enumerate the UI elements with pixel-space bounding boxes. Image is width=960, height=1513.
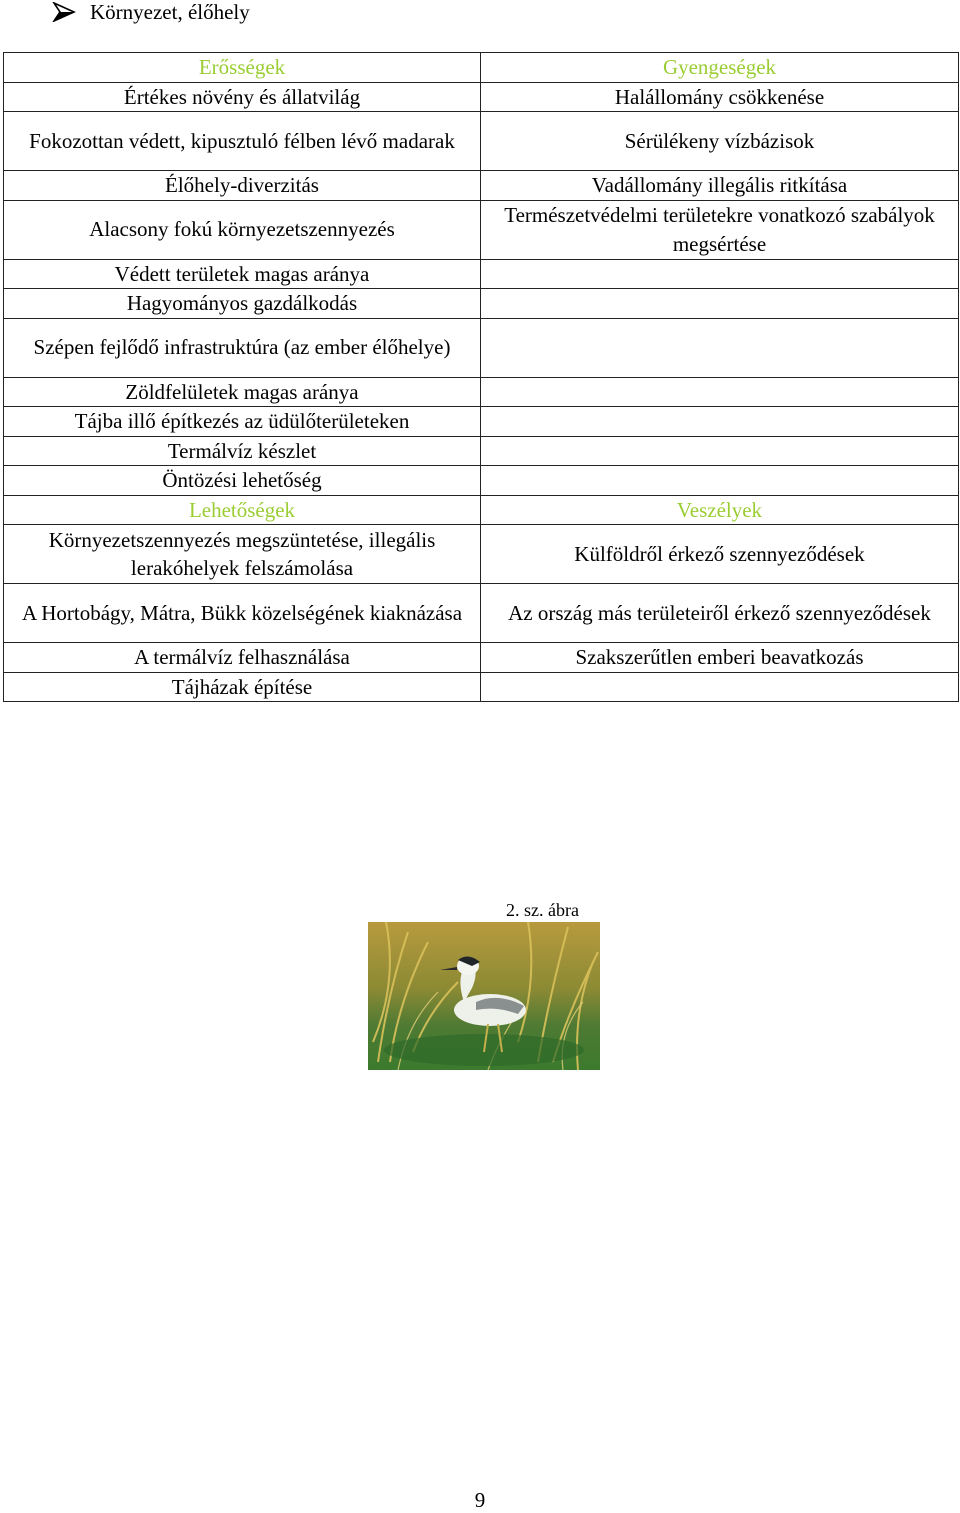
strength-item: Értékes növény és állatvilág xyxy=(4,82,481,112)
strength-item: Termálvíz készlet xyxy=(4,436,481,466)
heron-photo xyxy=(368,922,600,1070)
empty-cell xyxy=(481,436,959,466)
strength-item: Zöldfelületek magas aránya xyxy=(4,377,481,407)
empty-cell xyxy=(481,407,959,437)
strengths-header: Erősségek xyxy=(4,53,481,83)
opportunity-item: Tájházak építése xyxy=(4,672,481,702)
opportunity-item: A Hortobágy, Mátra, Bükk közelségének kiaknázása xyxy=(4,584,481,643)
empty-cell xyxy=(481,289,959,319)
threat-item: Külföldről érkező szennyeződések xyxy=(481,525,959,584)
page-number: 9 xyxy=(474,1488,486,1512)
weakness-item: Természetvédelmi területekre vonatkozó szabályok megsértése xyxy=(481,200,959,259)
opportunity-item: A termálvíz felhasználása xyxy=(4,643,481,673)
threats-header: Veszélyek xyxy=(481,495,959,525)
weaknesses-header: Gyengeségek xyxy=(481,53,959,83)
threat-item: Szakszerűtlen emberi beavatkozás xyxy=(481,643,959,673)
arrow-bullet-icon xyxy=(52,2,76,22)
weakness-item: Sérülékeny vízbázisok xyxy=(481,112,959,171)
weakness-item: Halállomány csökkenése xyxy=(481,82,959,112)
swot-table xyxy=(3,52,959,702)
empty-cell xyxy=(481,318,959,377)
strength-item: Védett területek magas aránya xyxy=(4,259,481,289)
figure-caption: 2. sz. ábra xyxy=(506,900,579,920)
opportunity-item: Környezetszennyezés megszüntetése, illegális lerakóhelyek felszámolása xyxy=(4,525,481,584)
strength-item: Élőhely-diverzitás xyxy=(4,171,481,201)
strength-item: Hagyományos gazdálkodás xyxy=(4,289,481,319)
empty-cell xyxy=(481,259,959,289)
section-title: Környezet, élőhely xyxy=(90,0,250,24)
empty-cell xyxy=(481,377,959,407)
strength-item: Alacsony fokú környezetszennyezés xyxy=(4,200,481,259)
section-heading xyxy=(52,0,250,24)
strength-item: Tájba illő építkezés az üdülőterületeken xyxy=(4,407,481,437)
empty-cell xyxy=(481,466,959,496)
strength-item: Fokozottan védett, kipusztuló félben lévő madarak xyxy=(4,112,481,171)
empty-cell xyxy=(481,672,959,702)
strength-item: Öntözési lehetőség xyxy=(4,466,481,496)
threat-item: Az ország más területeiről érkező szennyeződések xyxy=(481,584,959,643)
weakness-item: Vadállomány illegális ritkítása xyxy=(481,171,959,201)
opportunities-header: Lehetőségek xyxy=(4,495,481,525)
strength-item: Szépen fejlődő infrastruktúra (az ember élőhelye) xyxy=(4,318,481,377)
